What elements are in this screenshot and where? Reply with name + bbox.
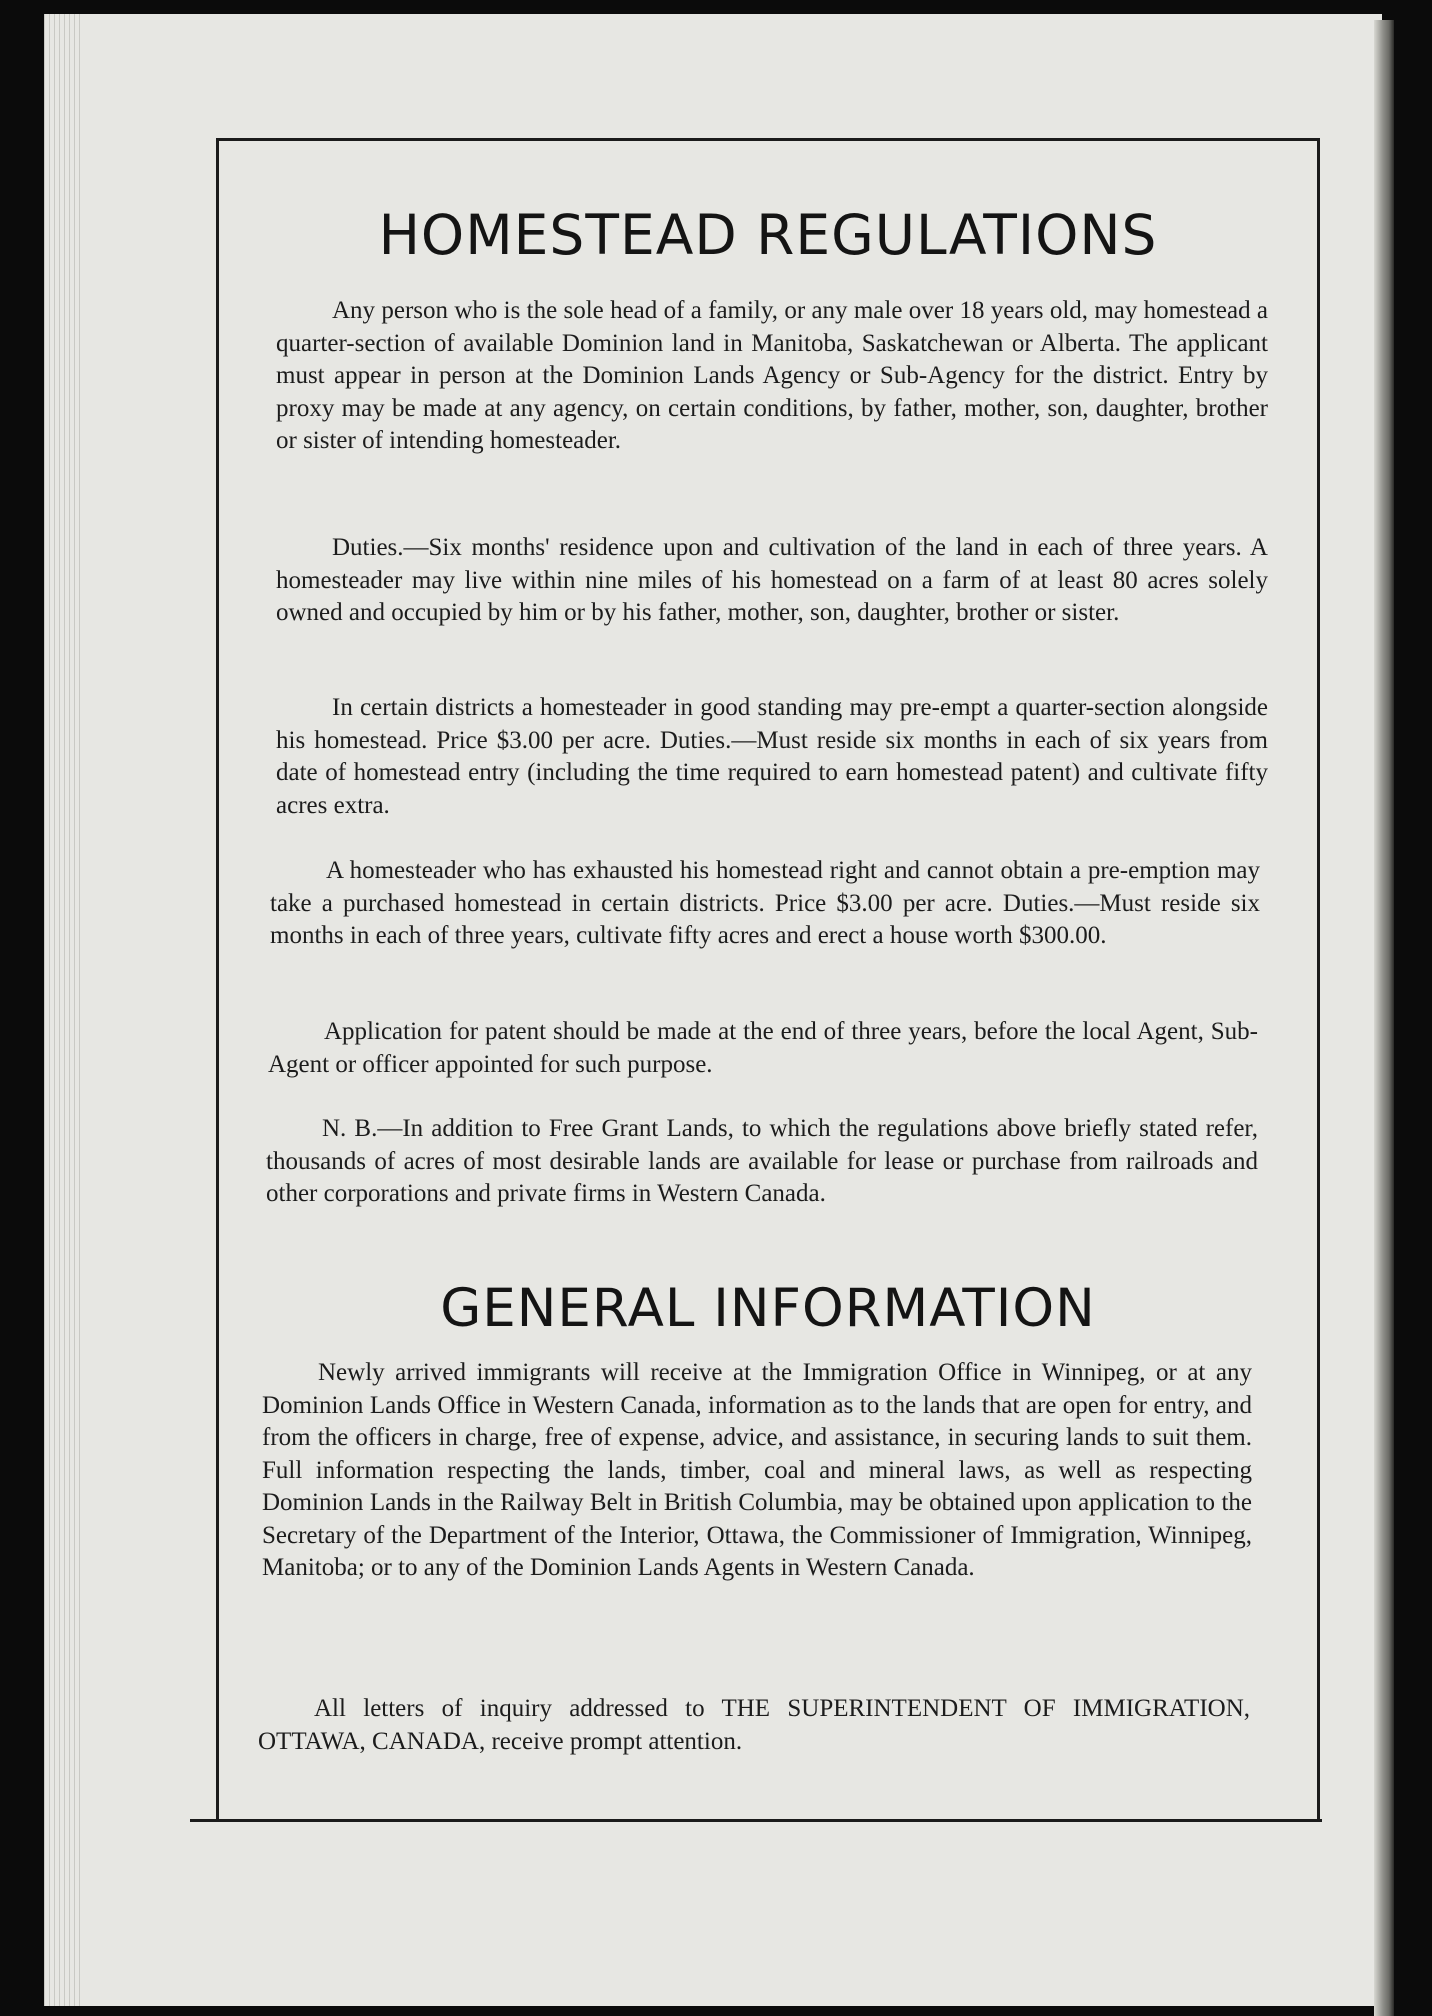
stacked-page-edges xyxy=(44,14,80,2006)
border-frame-bottom-rule xyxy=(190,1819,1322,1822)
pre-emption-paragraph: In certain districts a homesteader in good standing may pre-empt a quarter-section alongside his homestead. Price $3.00 per acre. Duties.—Must reside six months in each of six years from date of homestead entry (including the time required to earn homestead patent) and cultivate fifty acres extra. xyxy=(276,694,1268,819)
purchased-homestead-paragraph: A homesteader who has exhausted his homestead right and cannot obtain a pre-emption may take a purchased homestead in certain districts. Price $3.00 per acre. Duties.—Must reside six months in each of three years, cultivate fifty acres and erect a house worth $300.00. xyxy=(270,857,1260,949)
nota-bene-paragraph: N. B.—In addition to Free Grant Lands, to which the regulations above briefly stated refer, thousands of acres of most desirable lands are available for lease or purchase from railroads and other corporations and private firms in Western Canada. xyxy=(266,1115,1258,1207)
binding-shadow xyxy=(1374,20,1394,2016)
homestead-regulations-heading: HOMESTEAD REGULATIONS xyxy=(378,203,1158,267)
homestead-eligibility-paragraph: Any person who is the sole head of a family, or any male over 18 years old, may homestead a quarter-section of available Dominion land in Manitoba, Saskatchewan or Alberta. The applicant must appear in person at the Dominion Lands Agency or Sub-Agency for the district. Entry by proxy may be made at any agency, on certain conditions, by father, mother, son, daughter, brother or sister of intending homesteader. xyxy=(276,297,1268,454)
general-information-heading: GENERAL INFORMATION xyxy=(440,1278,1096,1339)
homestead-duties-paragraph: Duties.—Six months' residence upon and cultivation of the land in each of three years. A homesteader may live within nine miles of his homestead on a farm of at least 80 acres solely owned and occupied by him or by his father, mother, son, daughter, brother or sister. xyxy=(276,534,1268,626)
inquiry-letters-paragraph: All letters of inquiry addressed to THE SUPERINTENDENT OF IMMIGRATION, OTTAWA, CANADA, receive prompt attention. xyxy=(258,1695,1250,1755)
patent-application-paragraph: Application for patent should be made at the end of three years, before the local Agent, Sub-Agent or officer appointed for such purpose. xyxy=(268,1018,1258,1078)
immigrant-information-paragraph: Newly arrived immigrants will receive at the Immigration Office in Winnipeg, or at any Dominion Lands Office in Western Canada, information as to the lands that are open for entry, and from the officers in charge, free of expense, advice, and assistance, in securing lands to suit them. Full information respecting the lands, timber, coal and mineral laws, as well as respecting Dominion Lands in the Railway Belt in British Columbia, may be obtained upon application to the Secretary of the Department of the Interior, Ottawa, the Commissioner of Immigration, Winnipeg, Manitoba; or to any of the Dominion Lands Agents in Western Canada. xyxy=(262,1359,1252,1581)
